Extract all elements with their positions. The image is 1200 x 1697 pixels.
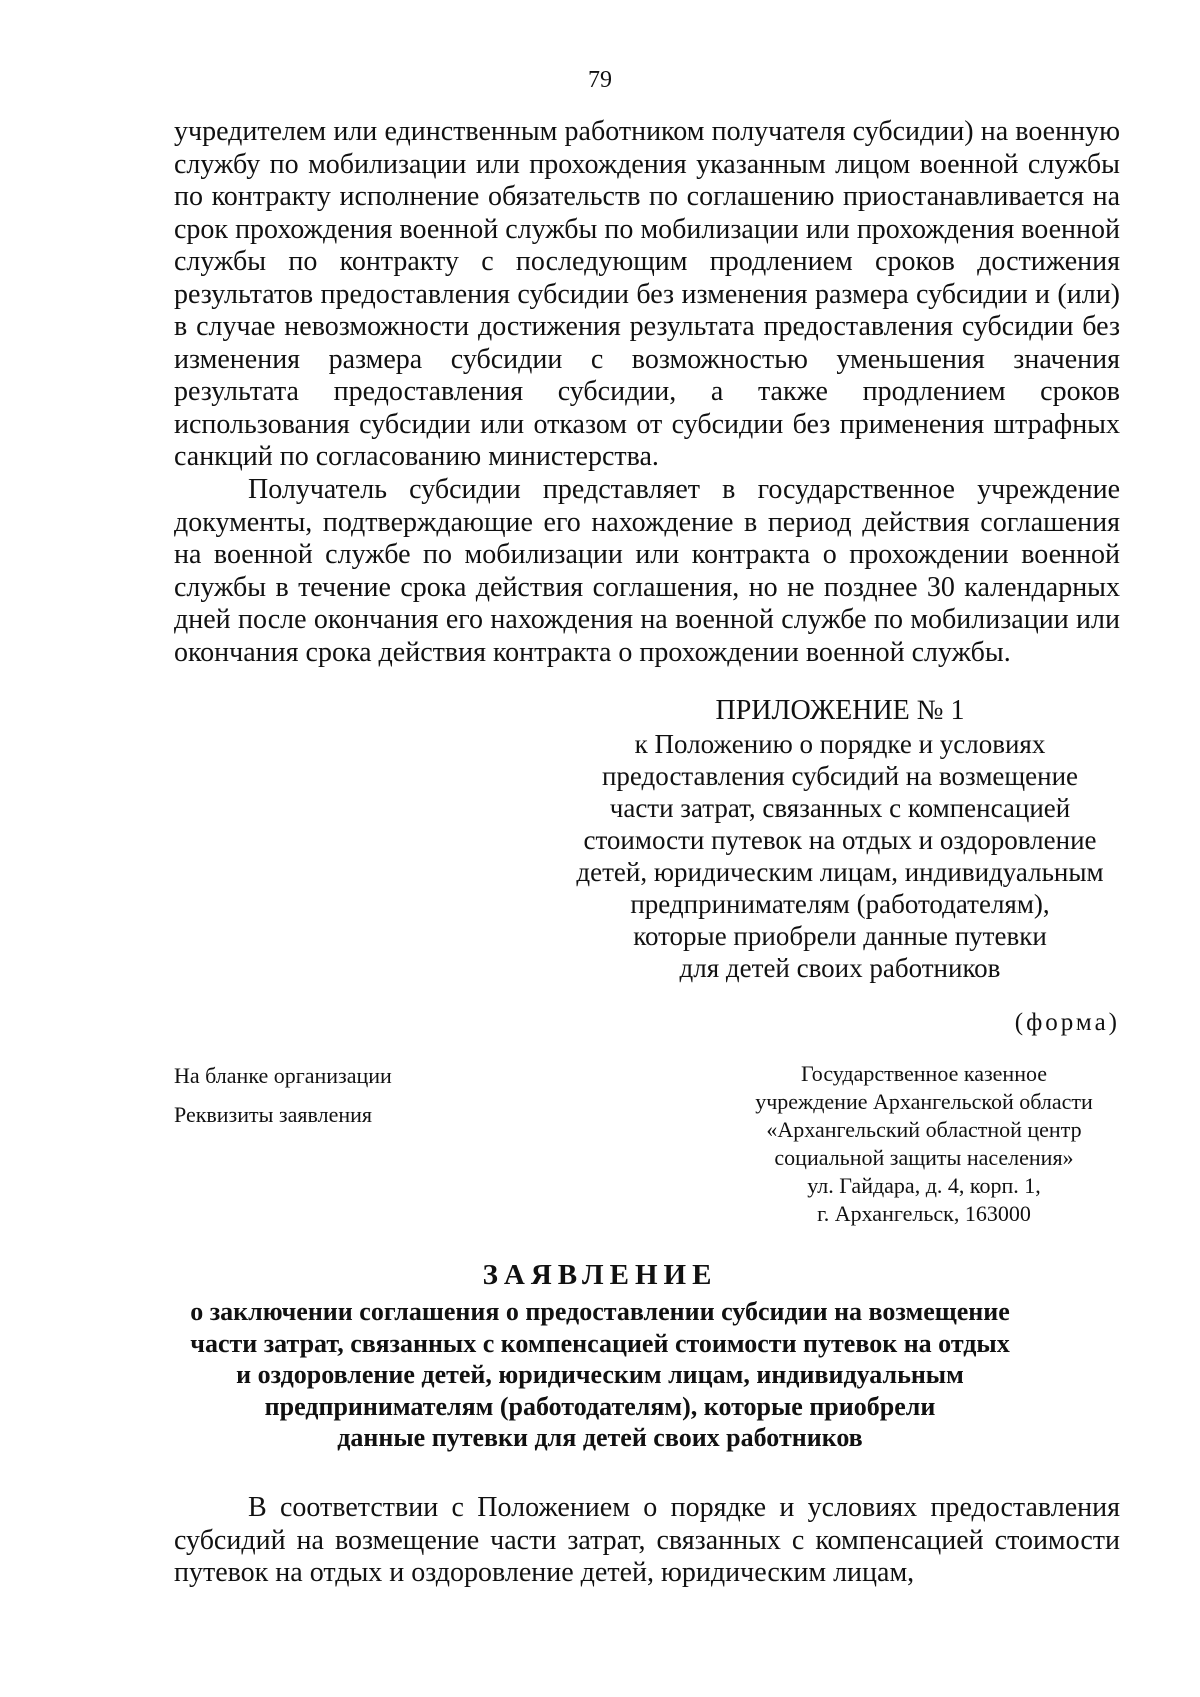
appendix-line: стоимости путевок на отдых и оздоровление <box>583 825 1097 855</box>
requisites-note: Реквизиты заявления <box>174 1102 372 1127</box>
recipient-line: Государственное казенное <box>800 1061 1048 1086</box>
paragraph-military-service-suspension: учредителем или единственным работником получателя субсидии) на военную службу по мобилизации или прохождения указанным лицом военной службы по контракту исполнение обязательств по соглашению приостанавливается на срок прохождения военной службы по мобилизации или прохождения военной службы по контракту с последующим продлением сроков достижения результатов предоставления субсидии без изменения размера субсидии и (или) в случае невозможности достижения результата предоставления субсидии без изменения размера субсидии с возможностью уменьшения значения результата предоставления субсидии, а также продлением сроков использования субсидии или отказом от субсидии без применения штрафных санкций по согласованию министерства. <box>174 116 1120 472</box>
statement-subtitle-line: предпринимателям (работодателям), которые приобрели <box>264 1391 936 1421</box>
statement-subtitle-line: и оздоровление детей, юридическим лицам, индивидуальным <box>236 1360 964 1389</box>
appendix-line: предпринимателям (работодателям), <box>630 889 1050 919</box>
statement-subtitle <box>150 1296 1050 1454</box>
page-number: 79 <box>588 67 612 93</box>
paragraph-statement-body: В соответствии с Положением о порядке и условиях предоставления субсидий на возмещение части затрат, связанных с компенсацией стоимости путевок на отдых и оздоровление детей, юридическим лицам, <box>174 1492 1120 1588</box>
appendix-line: части затрат, связанных с компенсацией <box>609 793 1071 823</box>
recipient-address-block <box>730 1060 1118 1228</box>
appendix-line: к Положению о порядке и условиях <box>634 729 1046 759</box>
recipient-line: г. Архангельск, 163000 <box>817 1201 1031 1226</box>
appendix-line: которые приобрели данные путевки <box>633 921 1047 951</box>
form-label: (форма) <box>1014 1009 1120 1036</box>
appendix-line: детей, юридическим лицам, индивидуальным <box>576 857 1104 887</box>
letterhead-note: На бланке организации <box>174 1063 392 1088</box>
statement-subtitle-line: о заключении соглашения о предоставлении субсидии на возмещение <box>190 1297 1010 1326</box>
appendix-title: ПРИЛОЖЕНИЕ № 1 <box>715 695 965 726</box>
recipient-line: социальной защиты населения» <box>774 1145 1074 1170</box>
appendix-line: для детей своих работников <box>679 953 1001 983</box>
recipient-line: ул. Гайдара, д. 4, корп. 1, <box>807 1173 1041 1198</box>
appendix-heading-block <box>560 694 1120 984</box>
paragraph-documents-submission: Получатель субсидии представляет в государственное учреждение документы, подтверждающие его нахождение в период действия соглашения на военной службе по мобилизации или контракта о прохождении военной службы в течение срока действия соглашения, но не позднее 30 календарных дней после окончания его нахождения на военной службе по мобилизации или окончания срока действия контракта о прохождении военной службы. <box>174 474 1120 668</box>
recipient-line: учреждение Архангельской области <box>755 1089 1093 1114</box>
statement-title: ЗАЯВЛЕНИЕ <box>482 1259 718 1291</box>
statement-subtitle-line: части затрат, связанных с компенсацией стоимости путевок на отдых <box>190 1328 1010 1358</box>
statement-subtitle-line: данные путевки для детей своих работников <box>337 1423 863 1452</box>
appendix-line: предоставления субсидий на возмещение <box>601 761 1079 791</box>
recipient-line: «Архангельский областной центр <box>766 1117 1082 1142</box>
